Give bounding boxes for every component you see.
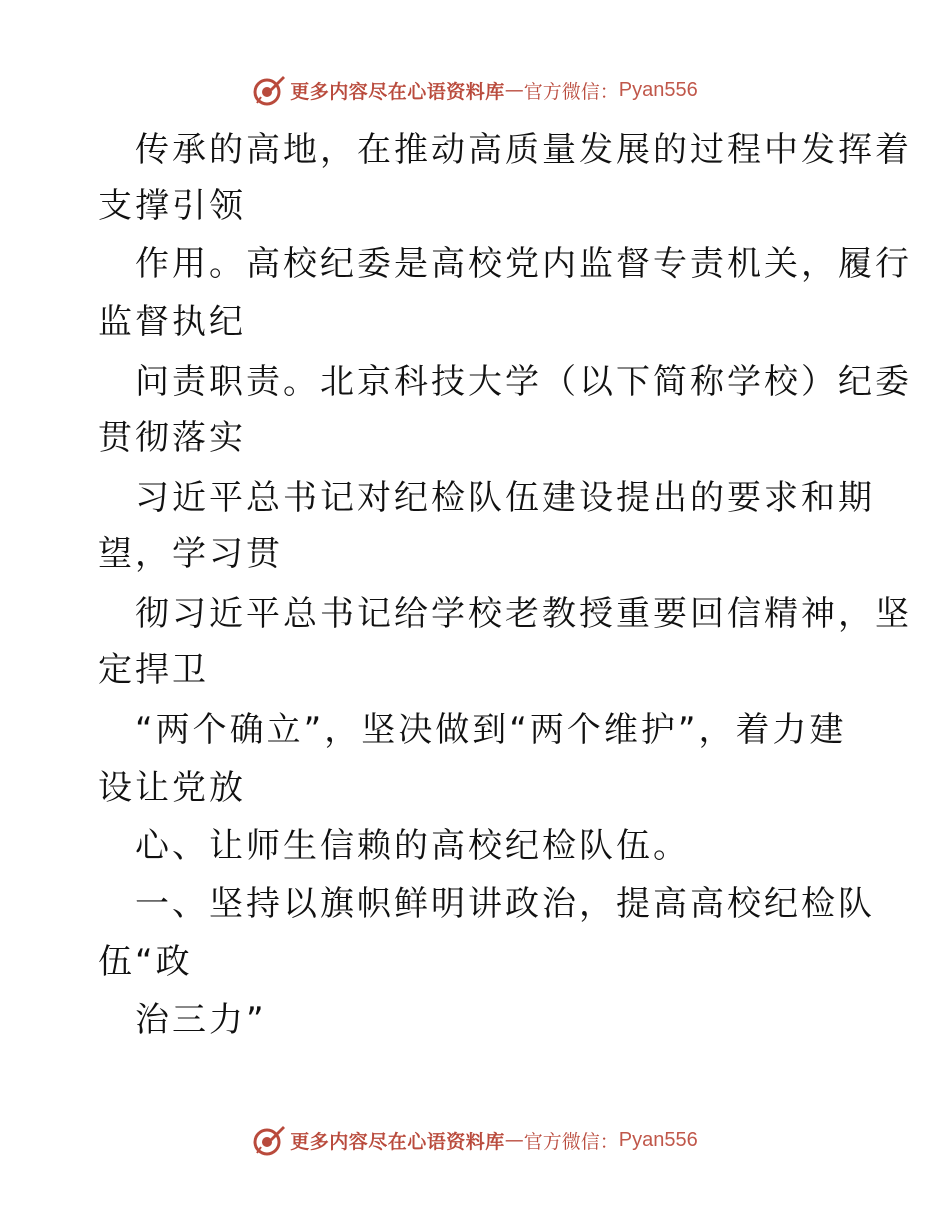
text-line: 监督执纪 bbox=[98, 302, 246, 342]
header-separator: — bbox=[504, 79, 524, 101]
text-line: 支撑引领 bbox=[98, 186, 246, 226]
text-line: 问责职责。北京科技大学（以下简称学校）纪委 bbox=[135, 362, 912, 402]
footer-separator: — bbox=[504, 1129, 524, 1151]
text-line: 设让党放 bbox=[98, 768, 246, 808]
text-line: 治三力” bbox=[135, 1000, 267, 1040]
header-brand-text: 更多内容尽在心语资料库 bbox=[290, 80, 505, 103]
text-line: 望，学习贯 bbox=[98, 534, 283, 574]
pen-logo-icon bbox=[252, 1123, 286, 1157]
footer-banner bbox=[0, 1120, 950, 1160]
header-wechat-id: Pyan556 bbox=[618, 78, 698, 101]
header-banner bbox=[0, 70, 950, 110]
footer-wechat-label: 官方微信： bbox=[523, 1130, 619, 1153]
text-line: 一、坚持以旗帜鲜明讲政治，提高高校纪检队 bbox=[135, 884, 875, 924]
footer-wechat-id: Pyan556 bbox=[618, 1128, 698, 1151]
text-line: 传承的高地，在推动高质量发展的过程中发挥着 bbox=[135, 130, 912, 170]
text-line: 定捍卫 bbox=[98, 650, 209, 690]
text-line: 心、让师生信赖的高校纪检队伍。 bbox=[135, 826, 690, 866]
text-line: 彻习近平总书记给学校老教授重要回信精神，坚 bbox=[135, 594, 912, 634]
text-line: 伍“政 bbox=[98, 942, 193, 982]
text-line: 习近平总书记对纪检队伍建设提出的要求和期 bbox=[135, 478, 875, 518]
footer-brand-text: 更多内容尽在心语资料库 bbox=[290, 1130, 505, 1153]
text-line: 贯彻落实 bbox=[98, 418, 246, 458]
text-line: “两个确立”，坚决做到“两个维护”，着力建 bbox=[135, 710, 847, 750]
pen-logo-icon bbox=[252, 73, 286, 107]
text-line: 作用。高校纪委是高校党内监督专责机关，履行 bbox=[135, 244, 912, 284]
header-wechat-label: 官方微信： bbox=[523, 80, 619, 103]
